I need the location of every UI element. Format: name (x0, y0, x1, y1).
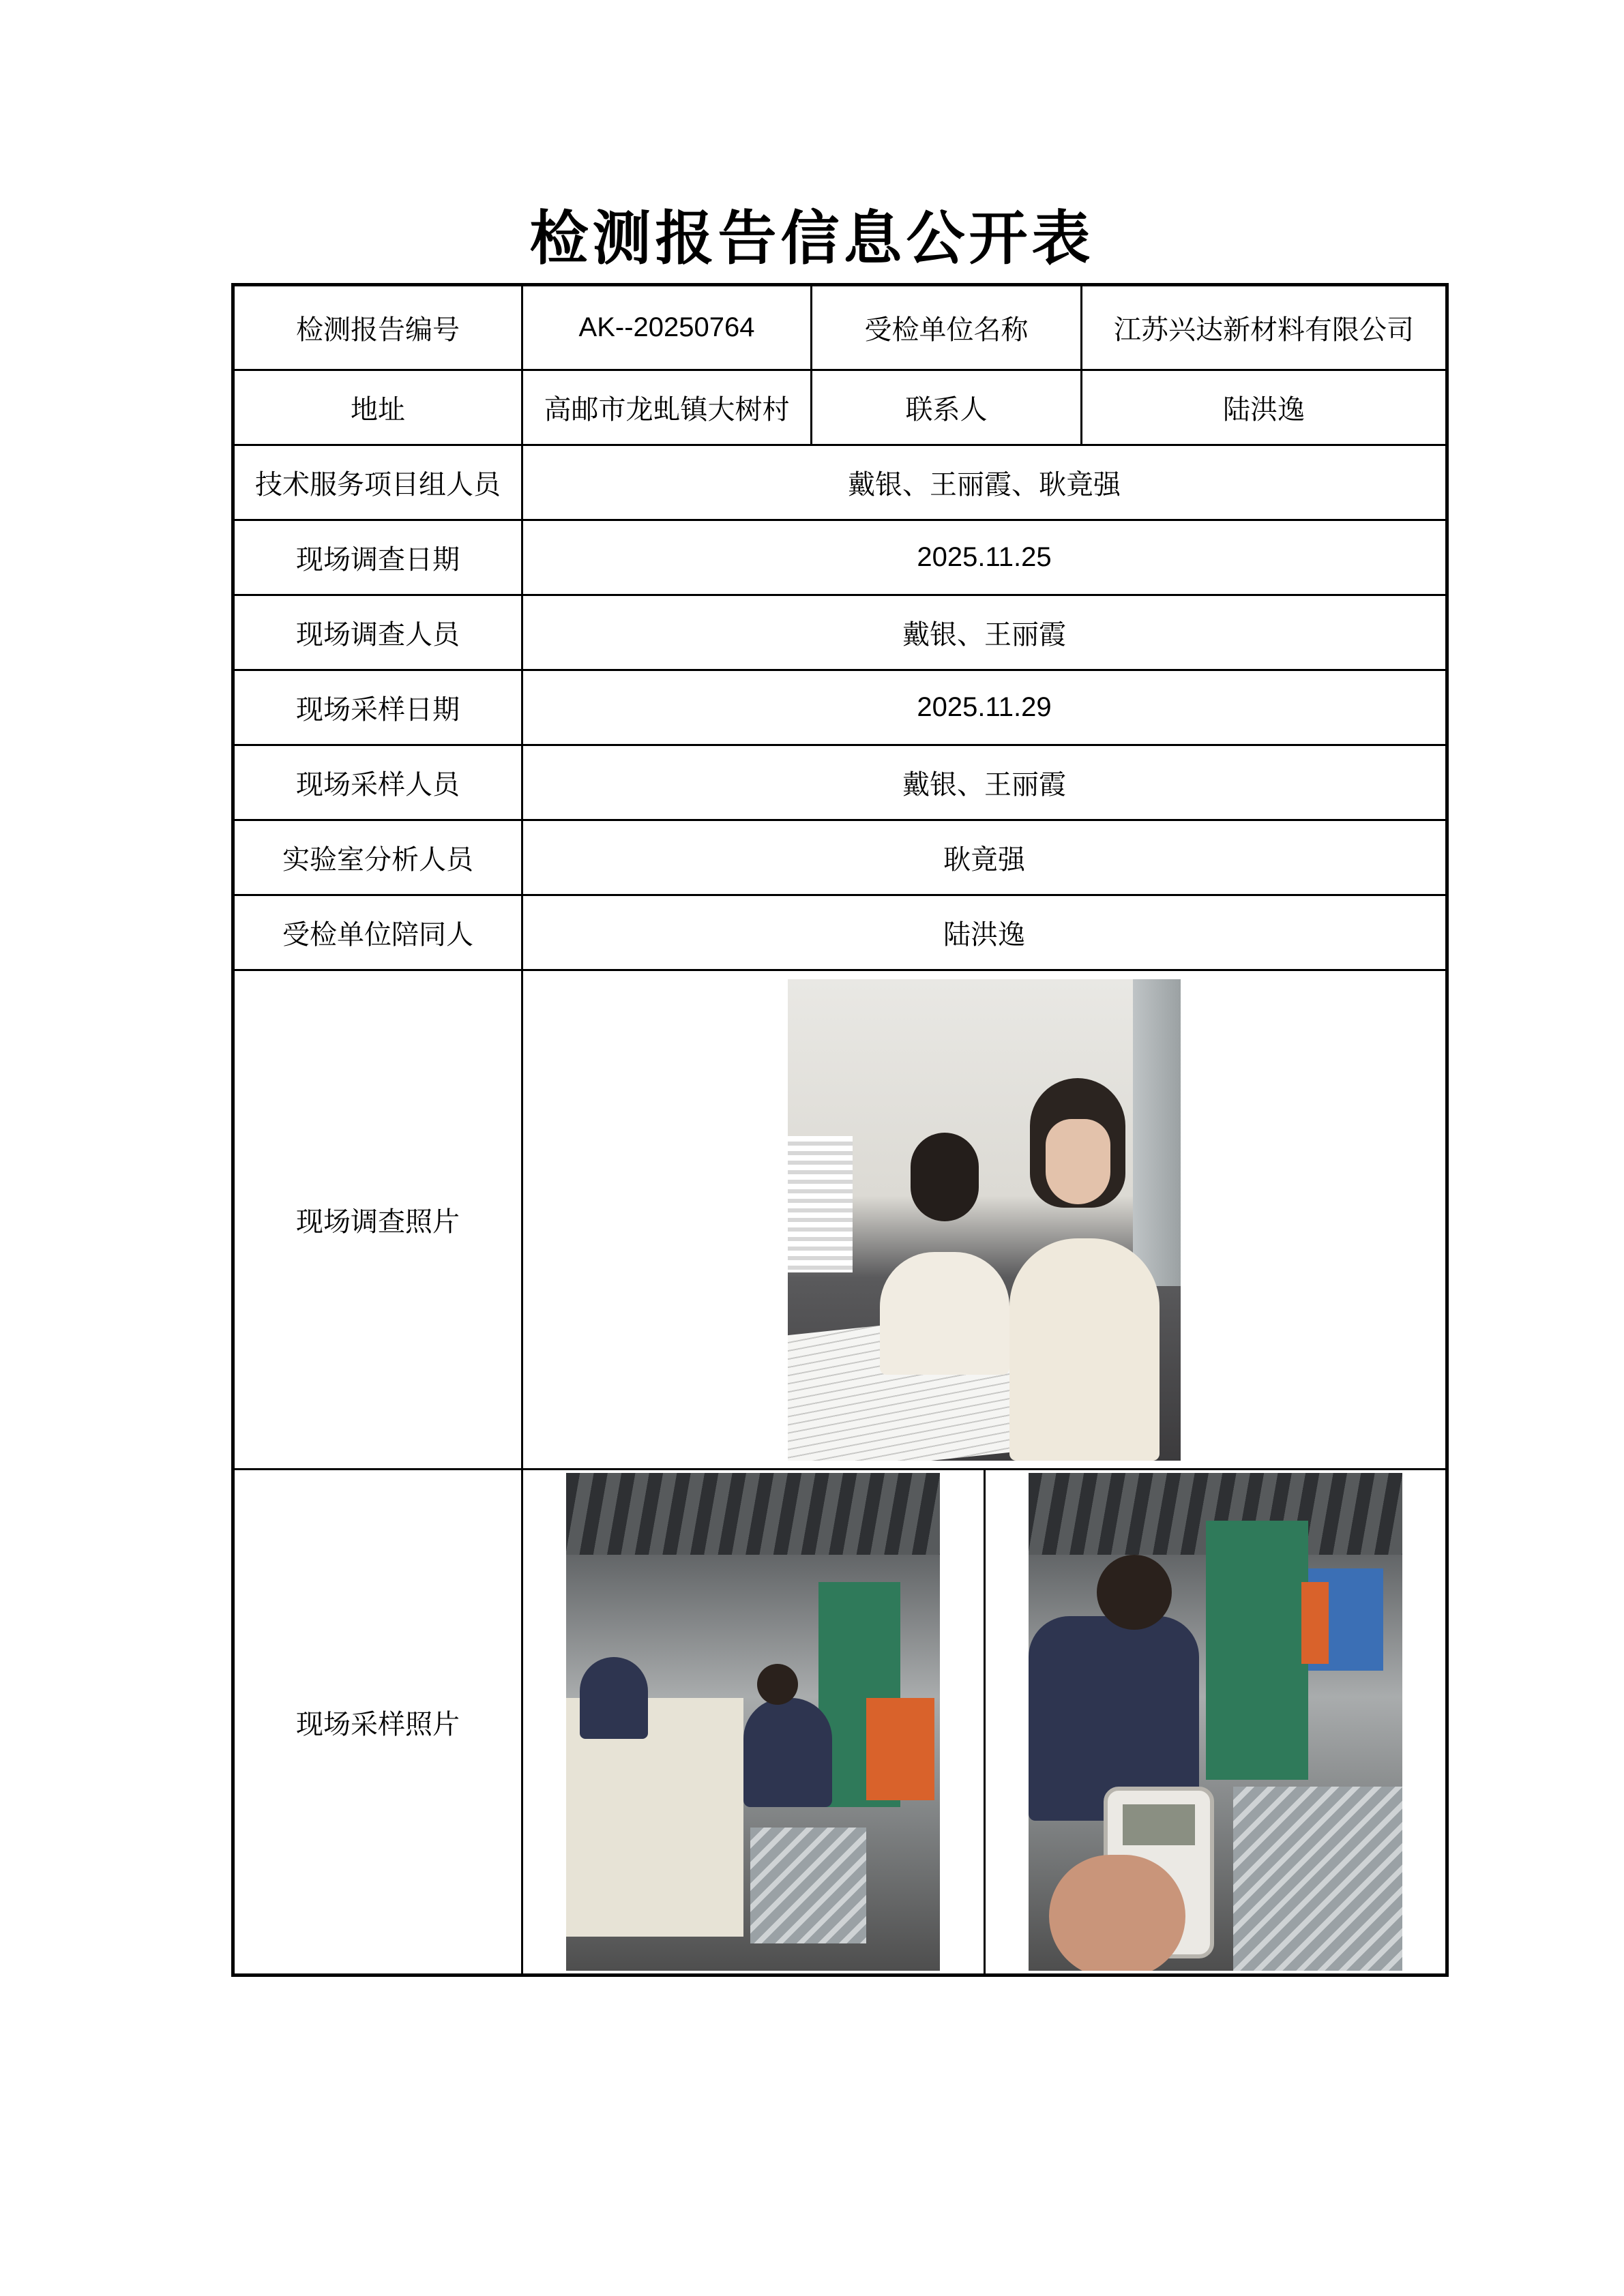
sampling-staff-label: 现场采样人员 (233, 745, 522, 820)
table-row (233, 595, 1447, 670)
table-row (233, 820, 1447, 895)
survey-photo-cell (522, 970, 1447, 1470)
table-row (233, 670, 1447, 745)
report-info-table (231, 283, 1449, 1977)
survey-staff-label: 现场调查人员 (233, 595, 522, 670)
report-no-value: AK--20250764 (522, 285, 812, 370)
project-team-value: 戴银、王丽霞、耿竟强 (522, 445, 1447, 520)
lab-analyst-label: 实验室分析人员 (233, 820, 522, 895)
sampling-photo-1 (566, 1473, 940, 1971)
table-row (233, 970, 1447, 1470)
unit-name-value: 江苏兴达新材料有限公司 (1082, 285, 1447, 370)
contact-value: 陆洪逸 (1082, 370, 1447, 445)
unit-name-label: 受检单位名称 (812, 285, 1082, 370)
sampling-photo-2 (1029, 1473, 1402, 1971)
report-no-label: 检测报告编号 (233, 285, 522, 370)
table-row (233, 745, 1447, 820)
survey-date-value: 2025.11.25 (522, 520, 1447, 595)
table-row (233, 445, 1447, 520)
table-row (233, 1470, 1447, 1976)
survey-date-label: 现场调查日期 (233, 520, 522, 595)
sampling-date-label: 现场采样日期 (233, 670, 522, 745)
document-title: 检测报告信息公开表 (529, 204, 1095, 273)
table-row (233, 370, 1447, 445)
table-row (233, 895, 1447, 970)
address-value: 高邮市龙虬镇大树村 (522, 370, 812, 445)
lab-analyst-value: 耿竟强 (522, 820, 1447, 895)
survey-photo-label: 现场调查照片 (233, 970, 522, 1470)
address-label: 地址 (233, 370, 522, 445)
project-team-label: 技术服务项目组人员 (233, 445, 522, 520)
escort-value: 陆洪逸 (522, 895, 1447, 970)
escort-label: 受检单位陪同人 (233, 895, 522, 970)
sampling-photo-label: 现场采样照片 (233, 1470, 522, 1976)
table-row (233, 285, 1447, 370)
contact-label: 联系人 (812, 370, 1082, 445)
table-row (233, 520, 1447, 595)
survey-staff-value: 戴银、王丽霞 (522, 595, 1447, 670)
sampling-staff-value: 戴银、王丽霞 (522, 745, 1447, 820)
sampling-photo-cell (522, 1470, 1447, 1976)
sampling-date-value: 2025.11.29 (522, 670, 1447, 745)
survey-photo (788, 979, 1181, 1461)
